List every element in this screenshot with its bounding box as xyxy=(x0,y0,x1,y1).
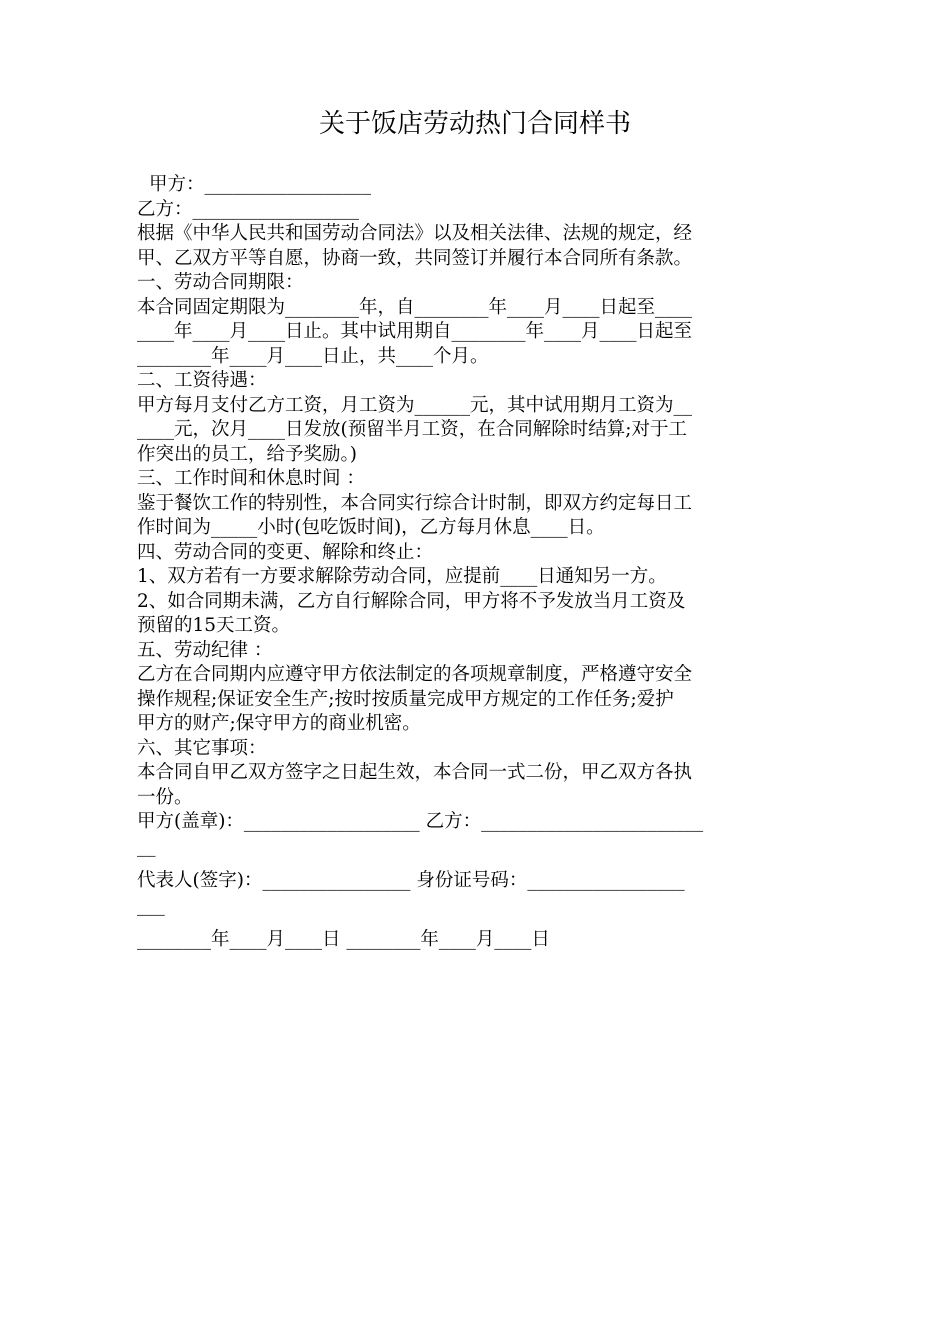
section-5-heading: 五、劳动纪律 ： xyxy=(137,639,273,661)
section-6-line-2: 一份。 xyxy=(137,786,193,808)
document-body xyxy=(137,173,817,953)
section-3-line-2: 作时间为_____小时(包吃饭时间)，乙方每月休息____日。 xyxy=(137,517,605,538)
section-1-line-3: ________年____月____日止，共____个月。 xyxy=(137,345,489,367)
section-2-heading: 二、工资待遇： xyxy=(137,370,267,391)
section-2-line-1: 甲方每月支付乙方工资，月工资为______元，其中试用期月工资为__ xyxy=(137,394,693,416)
section-5-line-2: 操作规程;保证安全生产;按时按质量完成甲方规定的工作任务;爱护 xyxy=(137,688,674,710)
signature-party-line-wrap: __ xyxy=(137,835,156,857)
section-3-line-1: 鉴于餐饮工作的特别性，本合同实行综合计时制，即双方约定每日工 xyxy=(137,492,693,514)
section-2-line-3: 作突出的员工，给予奖励。) xyxy=(137,443,357,465)
section-1-line-1: 本合同固定期限为________年，自________年____月____日起至____ xyxy=(137,296,693,318)
section-1-line-2: ____年____月____日止。其中试用期自________年____月____日起至 xyxy=(137,321,693,342)
signature-date-line: ________年____月____日 ________年____月____日 xyxy=(137,929,550,950)
spacer xyxy=(137,859,817,869)
preamble-line-1: 根据《中华人民共和国劳动合同法》以及相关法律、法规的规定，经 xyxy=(137,223,693,244)
signature-party-line: 甲方(盖章)：___________________ 乙方：________________________ xyxy=(137,811,704,832)
section-5-line-3: 甲方的财产;保守甲方的商业机密。 xyxy=(137,713,421,734)
preamble-line-2: 甲、乙双方平等自愿，协商一致，共同签订并履行本合同所有条款。 xyxy=(137,247,693,269)
party-b-line: 乙方：__________________ xyxy=(137,198,360,220)
section-6-heading: 六、其它事项： xyxy=(137,737,267,759)
signature-representative-line: 代表人(签字)：________________ 身份证号码：_________________ xyxy=(137,870,685,891)
section-4-line-2: 2、如合同期未满，乙方自行解除合同，甲方将不予发放当月工资及 xyxy=(137,590,686,612)
section-5-line-1: 乙方在合同期内应遵守甲方依法制定的各项规章制度，严格遵守安全 xyxy=(137,664,693,685)
section-3-heading: 三、工作时间和休息时间 ： xyxy=(137,468,365,489)
section-1-heading: 一、劳动合同期限： xyxy=(137,272,304,293)
section-4-line-3: 预留的15天工资。 xyxy=(137,615,291,636)
section-4-line-1: 1、双方若有一方要求解除劳动合同，应提前____日通知另一方。 xyxy=(137,566,667,587)
section-2-line-2: ____元，次月____日发放(预留半月工资，在合同解除时结算;对于工 xyxy=(137,419,687,440)
section-6-line-1: 本合同自甲乙双方签字之日起生效，本合同一式二份，甲乙双方各执 xyxy=(137,762,693,783)
party-a-line: 甲方：__________________ xyxy=(149,174,372,195)
spacer xyxy=(137,918,817,928)
document-title: 关于饭店劳动热门合同样书 xyxy=(318,109,631,139)
signature-representative-line-wrap: ___ xyxy=(137,894,165,916)
section-4-heading: 四、劳动合同的变更、解除和终止： xyxy=(137,541,434,563)
